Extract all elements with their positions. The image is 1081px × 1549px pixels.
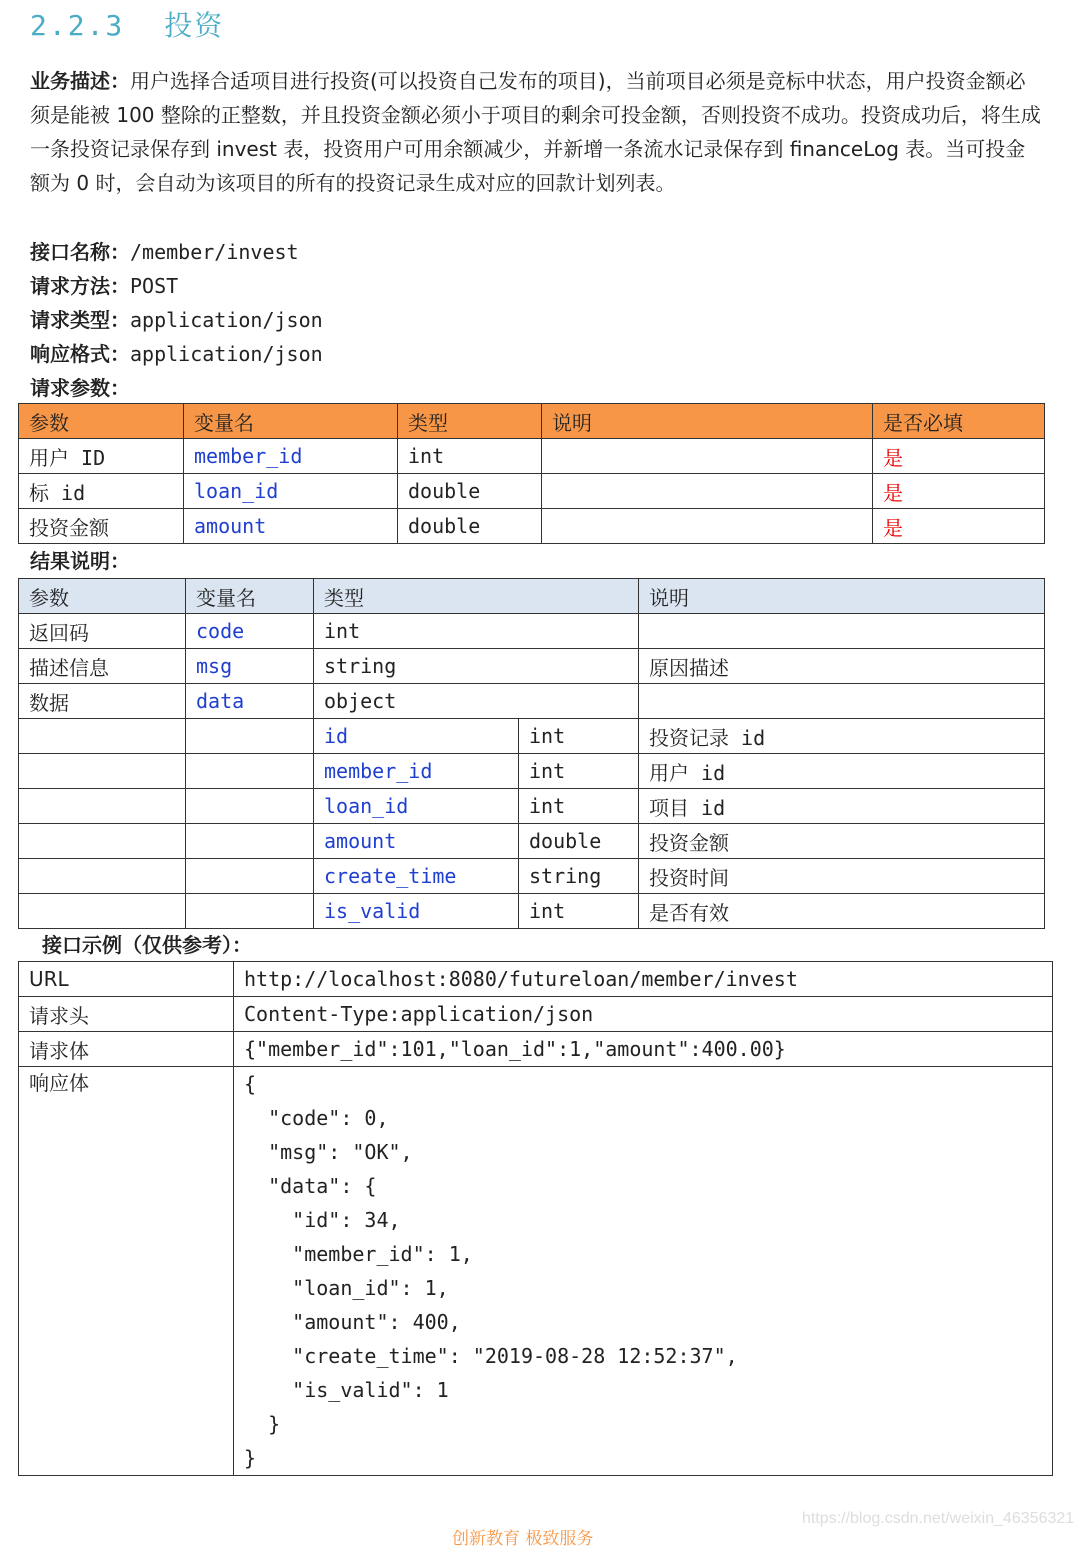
meta-label: 接口名称： [30,240,130,264]
table-row [19,719,1045,754]
table-cell: amount [314,824,519,859]
table-cell: 请求体 [19,1032,234,1067]
table-cell: double [398,474,542,509]
table-cell [19,859,186,894]
table-row [19,509,1045,544]
meta-label: 响应格式： [30,342,130,366]
table-cell [542,439,873,474]
table-cell [19,789,186,824]
meta-item [30,269,1042,303]
table-cell: 标 id [19,474,184,509]
table-cell: 投资记录 id [639,719,1045,754]
table-row [19,404,1045,439]
table-cell: 说明 [639,579,1045,614]
table-cell: 数据 [19,684,186,719]
table-row [19,649,1045,684]
table-cell: {"member_id":101,"loan_id":1,"amount":400.00} [234,1032,1053,1067]
table-cell: 用户 id [639,754,1045,789]
table-cell: 投资金额 [639,824,1045,859]
table-cell: http://localhost:8080/futureloan/member/invest [234,962,1053,997]
meta-item [30,303,1042,337]
table-cell: loan_id [184,474,398,509]
table-cell [19,894,186,929]
table-cell: member_id [184,439,398,474]
table-cell [186,789,314,824]
table-cell: 是 [873,474,1045,509]
table-cell: 是否有效 [639,894,1045,929]
meta-label: 请求方法： [30,274,130,298]
meta-label: 请求类型： [30,308,130,332]
example-table [18,961,1053,1476]
table-cell: 变量名 [186,579,314,614]
meta-list [30,235,1042,405]
business-description [30,64,1042,200]
table-cell [186,719,314,754]
meta-value: /member/invest [130,240,299,264]
response-body: { "code": 0, "msg": "OK", "data": { "id": 34, "member_id": 1, "loan_id": 1, "amount": 400, "create_time": "2019-08-28 12:52:37", "is_valid": 1 } } [244,1072,738,1470]
table-cell: 是 [873,439,1045,474]
table-cell: 返回码 [19,614,186,649]
table-cell: double [398,509,542,544]
table-cell [234,1067,1053,1476]
table-cell [186,824,314,859]
result-table [18,578,1045,929]
table-row [19,824,1045,859]
table-cell [542,509,873,544]
section-heading [30,4,224,44]
example-title: 接口示例（仅供参考）： [42,933,252,957]
table-cell: code [186,614,314,649]
table-row [19,754,1045,789]
table-cell: 说明 [542,404,873,439]
table-cell: 类型 [398,404,542,439]
table-cell: 参数 [19,404,184,439]
table-cell [19,824,186,859]
table-row [19,962,1053,997]
table-cell: Content-Type:application/json [234,997,1053,1032]
table-cell: int [519,789,639,824]
meta-item [30,235,1042,269]
table-cell: 原因描述 [639,649,1045,684]
table-cell [186,754,314,789]
request-params-title: 请求参数： [30,376,130,400]
page-footer: 创新教育 极致服务 [452,1529,594,1549]
table-row [19,684,1045,719]
table-cell: object [314,684,639,719]
table-cell: 响应体 [19,1067,234,1476]
desc-text: 用户选择合适项目进行投资(可以投资自己发布的项目)，当前项目必须是竞标中状态，用户投资金额必须是能被 100 整除的正整数，并且投资金额必须小于项目的剩余可投金额，否则投资不成功。投资成功后，将生成一条投资记录保存到 invest 表，投资用户可用余额减少，并新增一条流水记录保存到 financeLog 表。当可投金额为 0 时，会自动为该项目的所有的投资记录生成对应的回款计划列表。 [30,69,1041,195]
table-cell: double [519,824,639,859]
table-cell: int [519,754,639,789]
table-cell: 投资金额 [19,509,184,544]
table-row [19,1032,1053,1067]
table-cell [19,754,186,789]
table-cell: msg [186,649,314,684]
request-params-table [18,403,1045,544]
table-cell: 请求头 [19,997,234,1032]
section-number: 2.2.3 [30,9,125,42]
table-row [19,859,1045,894]
table-row [19,894,1045,929]
table-cell: 参数 [19,579,186,614]
table-cell: int [314,614,639,649]
table-cell [639,684,1045,719]
table-row [19,439,1045,474]
table-cell: 是否必填 [873,404,1045,439]
table-cell: 描述信息 [19,649,186,684]
table-cell: URL [19,962,234,997]
table-cell: 类型 [314,579,639,614]
table-cell: int [398,439,542,474]
table-row [19,474,1045,509]
table-cell: is_valid [314,894,519,929]
meta-value: POST [130,274,179,298]
table-cell [542,474,873,509]
table-row [19,614,1045,649]
meta-value: application/json [130,308,323,332]
section-title: 投资 [164,9,225,42]
table-cell [186,859,314,894]
table-cell: int [519,719,639,754]
table-cell: 投资时间 [639,859,1045,894]
table-cell: int [519,894,639,929]
meta-value: application/json [130,342,323,366]
table-cell: 变量名 [184,404,398,439]
table-cell: string [314,649,639,684]
table-cell: amount [184,509,398,544]
table-cell: 用户 ID [19,439,184,474]
table-cell: member_id [314,754,519,789]
table-row [19,789,1045,824]
meta-item [30,337,1042,371]
table-cell: 是 [873,509,1045,544]
table-cell [19,719,186,754]
table-cell: id [314,719,519,754]
table-cell: 项目 id [639,789,1045,824]
table-cell: loan_id [314,789,519,824]
table-cell [186,894,314,929]
table-cell [639,614,1045,649]
desc-label: 业务描述： [30,69,130,93]
table-cell: data [186,684,314,719]
table-row [19,1067,1053,1476]
table-cell: create_time [314,859,519,894]
watermark: https://blog.csdn.net/weixin_46356321 [802,1510,1075,1527]
table-cell: string [519,859,639,894]
result-title: 结果说明： [30,549,130,573]
table-row [19,579,1045,614]
table-row [19,997,1053,1032]
